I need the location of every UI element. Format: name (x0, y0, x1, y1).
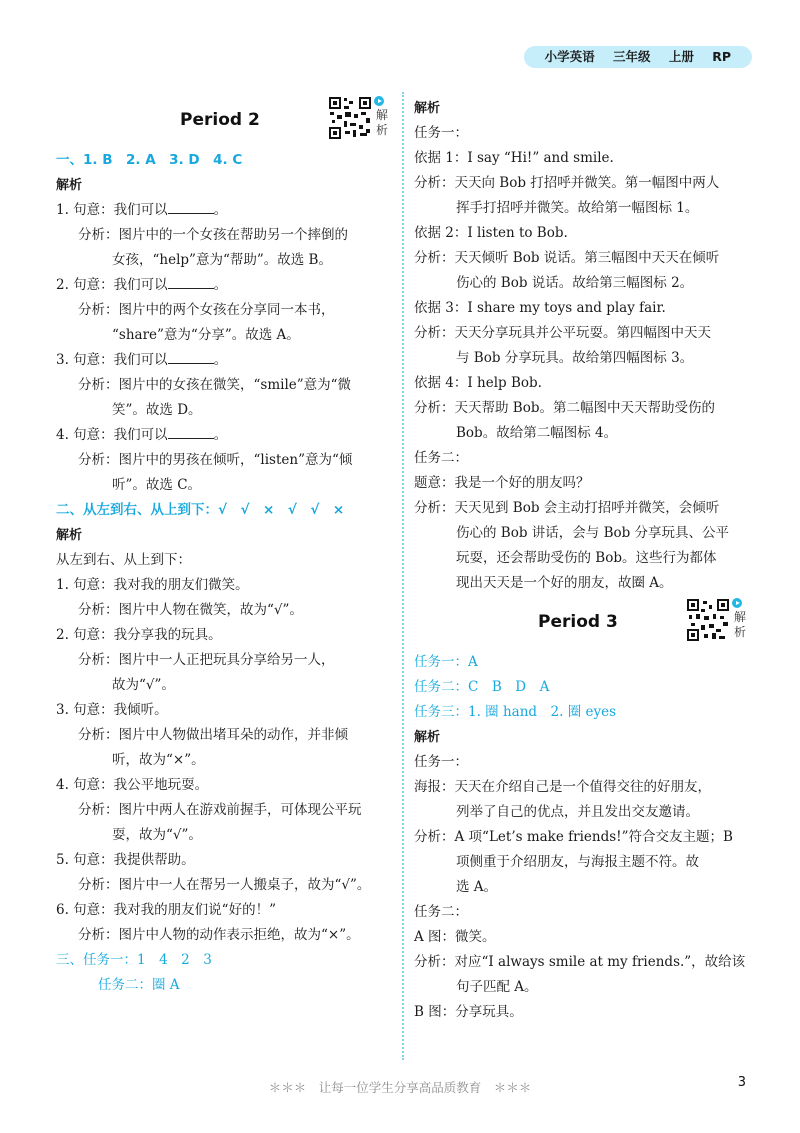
p6-meaning: 6. 句意：我对我的朋友们说“好的！” (56, 902, 276, 918)
poster-analysis-1: 分析：A 项“Let’s make friends!”符合交友主题；B (414, 829, 733, 845)
p2-analysis-2: 故为“√”。 (112, 677, 175, 693)
q2-meaning-text: 2. 句意：我们可以 (56, 277, 168, 293)
right-column (414, 96, 754, 1025)
basis-3-analysis-2: 与 Bob 分享玩具。故给第四幅图标 3。 (456, 350, 694, 366)
qr-label (734, 610, 748, 640)
header-grade: 三年级 (612, 49, 651, 64)
q4-analysis-1: 分析：图片中的男孩在倾听，“listen”意为“倾 (78, 452, 353, 468)
answer-blank (168, 273, 214, 289)
qr-code-icon[interactable] (328, 96, 372, 140)
qr-label-2: 析 (376, 123, 389, 137)
q2-analysis-1: 分析：图片中的两个女孩在分享同一本书， (78, 302, 335, 318)
p3-task2-label: 任务二： (414, 904, 468, 920)
q4-period: 。 (213, 427, 228, 443)
q1-period: 。 (213, 202, 228, 218)
task2-analysis-4: 现出天天是一个好的朋友，故圈 A。 (456, 575, 673, 591)
p2-meaning: 2. 句意：我分享我的玩具。 (56, 627, 222, 643)
poster-analysis-2: 项侧重于介绍朋友，与海报主题不符。故 (456, 854, 699, 870)
q1-analysis-2: 女孩，“help”意为“帮助”。故选 B。 (112, 252, 332, 268)
section-2-intro: 从左到右、从上到下： (56, 552, 191, 568)
basis-1-analysis-2: 挥手打招呼并微笑。故给第一幅图标 1。 (456, 200, 699, 216)
answer-blank (168, 348, 214, 364)
q2-analysis-2: “share”意为“分享”。故选 A。 (112, 327, 300, 343)
q1-analysis-1: 分析：图片中的一个女孩在帮助另一个摔倒的 (78, 227, 348, 243)
p4-analysis-1: 分析：图片中两人在游戏前握手，可体现公平玩 (78, 802, 362, 818)
p3-task1-answer: 任务一：A (414, 654, 478, 670)
answer-blank (168, 198, 214, 214)
p5-analysis: 分析：图片中一人在帮另一人搬桌子，故为“√”。 (78, 877, 371, 893)
section-3-task2: 任务二：圈 A (98, 977, 180, 993)
p3-task3-answer: 任务三：1. 圈 hand 2. 圈 eyes (414, 704, 617, 720)
basis-1-analysis-1: 分析：天天向 Bob 打招呼并微笑。第一幅图中两人 (414, 175, 720, 191)
q2-period: 。 (213, 277, 228, 293)
basis-2: 依据 2：I listen to Bob. (414, 225, 568, 241)
section-1-jiexi: 解析 (56, 178, 83, 193)
period-2-title: Period 2 (180, 110, 260, 130)
basis-3: 依据 3：I share my toys and play fair. (414, 300, 666, 316)
p1-meaning: 1. 句意：我对我的朋友们微笑。 (56, 577, 249, 593)
page-number: 3 (737, 1075, 746, 1090)
p4-analysis-2: 耍，故为“√”。 (112, 827, 202, 843)
basis-4: 依据 4：I help Bob. (414, 375, 542, 391)
header-volume: 上册 (668, 49, 694, 64)
task2-meaning: 题意：我是一个好的朋友吗？ (414, 475, 590, 491)
image-b: B 图：分享玩具。 (414, 1004, 523, 1020)
footer-slogan: ＊＊＊ 让每一位学生分享高品质教育 ＊＊＊ (268, 1080, 532, 1095)
qr-label-1: 解 (734, 610, 747, 624)
p2-analysis-1: 分析：图片中一人正把玩具分享给另一人， (78, 652, 335, 668)
left-column (56, 96, 392, 998)
basis-4-analysis-2: Bob。故给第二幅图标 4。 (456, 425, 618, 441)
q3-meaning (56, 348, 392, 373)
section-3-task1: 三、任务一：1 4 2 3 (56, 952, 212, 968)
task2-label: 任务二： (414, 450, 468, 466)
column-divider (402, 92, 404, 1060)
qr-label-2: 析 (734, 625, 747, 639)
period-3-title: Period 3 (538, 612, 618, 632)
header-subject: 小学英语 (544, 49, 595, 64)
p3-meaning: 3. 句意：我倾听。 (56, 702, 168, 718)
basis-1: 依据 1：I say “Hi!” and smile. (414, 150, 614, 166)
q4-analysis-2: 听”。故选 C。 (112, 477, 202, 493)
right-jiexi: 解析 (414, 101, 441, 116)
qr-code-icon[interactable] (686, 598, 730, 642)
basis-3-analysis-1: 分析：天天分享玩具并公平玩耍。第四幅图中天天 (414, 325, 711, 341)
p6-analysis: 分析：图片中人物的动作表示拒绝，故为“×”。 (78, 927, 360, 943)
q1-meaning-text: 1. 句意：我们可以 (56, 202, 168, 218)
p3-analysis-1: 分析：图片中人物做出堵耳朵的动作，并非倾 (78, 727, 348, 743)
image-a: A 图：微笑。 (414, 929, 496, 945)
q3-analysis-1: 分析：图片中的女孩在微笑，“smile”意为“微 (78, 377, 352, 393)
q1-meaning (56, 198, 392, 223)
q3-analysis-2: 笑”。故选 D。 (112, 402, 202, 418)
qr-label (376, 108, 390, 138)
task2-analysis-2: 伤心的 Bob 讲话，会与 Bob 分享玩具、公平 (456, 525, 730, 541)
poster-1: 海报：天天在介绍自己是一个值得交往的好朋友， (414, 779, 711, 795)
poster-analysis-3: 选 A。 (456, 879, 498, 895)
p4-meaning: 4. 句意：我公平地玩耍。 (56, 777, 209, 793)
section-1-answer: 一、1. B 2. A 3. D 4. C (56, 152, 243, 168)
basis-4-analysis-1: 分析：天天帮助 Bob。第二幅图中天天帮助受伤的 (414, 400, 715, 416)
period-2-header (56, 96, 392, 148)
play-icon (374, 96, 384, 106)
section-2-jiexi: 解析 (56, 528, 83, 543)
q4-meaning (56, 423, 392, 448)
qr-label-1: 解 (376, 108, 389, 122)
header-edition: RP (712, 49, 731, 64)
q2-meaning (56, 273, 392, 298)
q3-period: 。 (213, 352, 228, 368)
p3-jiexi: 解析 (414, 730, 441, 745)
answer-blank (168, 423, 214, 439)
task2-analysis-3: 玩耍，还会帮助受伤的 Bob。这些行为都体 (456, 550, 717, 566)
p5-meaning: 5. 句意：我提供帮助。 (56, 852, 195, 868)
period-3-header (414, 598, 754, 650)
section-2-answer: 二、从左到右、从上到下：√ √ × √ √ × (56, 502, 345, 518)
task1-label: 任务一： (414, 125, 468, 141)
p3-task2-answer: 任务二：C B D A (414, 679, 550, 695)
basis-2-analysis-1: 分析：天天倾听 Bob 说话。第三幅图中天天在倾听 (414, 250, 720, 266)
p3-analysis-2: 听，故为“×”。 (112, 752, 205, 768)
header-tag (524, 46, 752, 68)
image-a-analysis-1: 分析：对应“I always smile at my friends.”，故给该 (414, 954, 746, 970)
q3-meaning-text: 3. 句意：我们可以 (56, 352, 168, 368)
p3-task1-label: 任务一： (414, 754, 468, 770)
p1-analysis: 分析：图片中人物在微笑，故为“√”。 (78, 602, 303, 618)
play-icon (732, 598, 742, 608)
q4-meaning-text: 4. 句意：我们可以 (56, 427, 168, 443)
image-a-analysis-2: 句子匹配 A。 (456, 979, 538, 995)
poster-2: 列举了自己的优点，并且发出交友邀请。 (456, 804, 699, 820)
task2-analysis-1: 分析：天天见到 Bob 会主动打招呼并微笑，会倾听 (414, 500, 720, 516)
basis-2-analysis-2: 伤心的 Bob 说话。故给第三幅图标 2。 (456, 275, 694, 291)
